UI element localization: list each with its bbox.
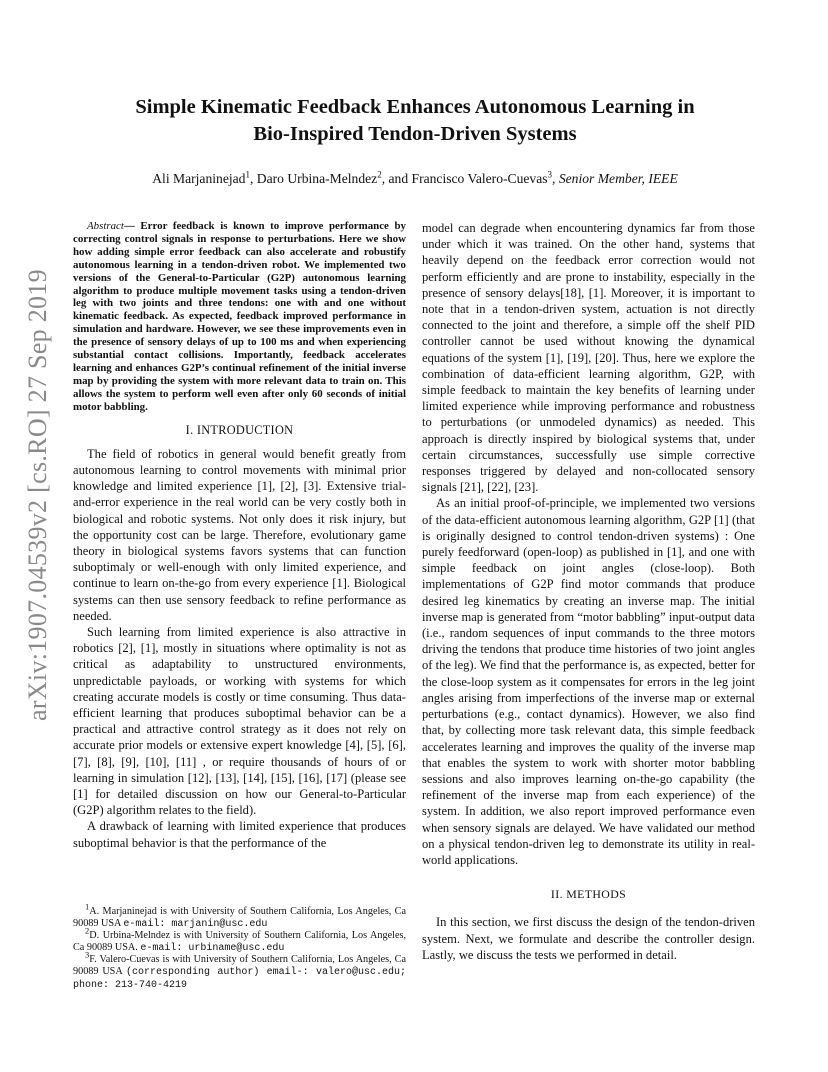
right-column (422, 220, 755, 963)
author-affil-mark: 2 (377, 169, 382, 180)
footnote-email: e-mail: urbiname@usc.edu (140, 942, 285, 954)
author-name: , Daro Urbina-Melndez (249, 171, 378, 186)
author-separator: , (552, 171, 559, 186)
paragraph: Such learning from limited experience is also attractive in robotics [2], [1], mostly in situations where optimality is not as critical as adaptability to unstructured environments, unpredictable payloads, or working with systems for which creating accurate models is costly or time consuming. Thus data-efficient learning that produces suboptimal behavior can be a practical and attractive control strategy as it does not rely on accurate prior models or extensive expert knowledge [4], [5], [6], [7], [8], [9], [10], [11] , or require thousands of hours of or learning in simulation [12], [13], [14], [15], [16], [17] (please see [1] for detailed discussion on how our General-to-Particular (G2P) algorithm relates to the field). (73, 625, 406, 818)
footnote-email: (corresponding author) email-: valero@usc.edu; phone: 213-740-4219 (73, 966, 406, 991)
paper-title (80, 94, 750, 148)
footnote-mark: 1 (85, 901, 90, 912)
footnote-text: D. Urbina-Melndez is with University of Southern California, Los Angeles, Ca 90089 USA. (73, 930, 406, 953)
abstract-label: Abstract (87, 220, 124, 232)
footnote-3 (73, 949, 406, 991)
section-heading-methods: II. METHODS (550, 887, 627, 902)
footnote-text: A. Marjaninejad is with University of Southern California, Los Angeles, Ca 90089 USA (73, 906, 406, 929)
arxiv-stamp (22, 269, 54, 721)
author-affil-mark: 3 (547, 169, 553, 180)
paragraph: In this section, we first discuss the design of the tendon-driven system. Next, we formulate and describe the controller design. Lastly, we discuss the tests we performed in detail. (422, 915, 755, 962)
title-line-2: Bio-Inspired Tendon-Driven Systems (253, 123, 577, 145)
footnote-text: F. Valero-Cuevas is with University of Southern California, Los Angeles, Ca 90089 USA (73, 954, 406, 977)
paragraph: As an initial proof-of-principle, we implemented two versions of the data-efficient autonomous learning algorithm, G2P [1] (that is originally designed to control tendon-driven systems) : One purely feedforward (open-loop) as published in [1], and one with simple feedback on joint angles (close-loop). Both implementations of G2P find motor commands that produce desired leg kinematics by creating an inverse map. The initial inverse map is generated from “motor babbling” input-output data (i.e., random sequences of input commands to the three motors driving the tendons that produce time histories of two joint angles of the leg). We find that the performance is, as expected, better for the close-loop system as it compensates for errors in the leg joint angles arising from imperfections of the inverse map or external perturbations (e.g., contact dynamics). However, we also find that, by collecting more task relevant data, this simple feedback accelerates learning and improves the quality of the inverse map that enables the system to work with shorter motor babbling sessions and also improves learning on-the-go capability (the refinement of the inverse map from each experience) of the system. In addition, we also report improved performance even when sensory signals are delayed. We have validated our method on a physical tendon-driven leg to demonstrate its utility in real-world applications. (422, 496, 755, 867)
footnotes (73, 901, 406, 991)
paragraph: A drawback of learning with limited experience that produces suboptimal behavior is that the performance of the (73, 819, 406, 850)
footnote-mark: 3 (85, 949, 90, 960)
abstract (73, 220, 406, 414)
section-heading-introduction: I. INTRODUCTION (185, 422, 294, 437)
abstract-text: — Error feedback is known to improve performance by correcting control signals in response to perturbations. Here we show how adding simple error feedback can also accelerate and robustify autonomous learning in a tendon-driven robot. We implemented two versions of the General-to-Particular (G2P) autonomous learning algorithm to produce multiple movement tasks using a tendon-driven leg with two joints and three tendons: one with and one without kinematic feedback. As expected, feedback improved performance in simulation and hardware. However, we see these improvements even in the presence of sensory delays of up to 100 ms and when experiencing substantial contact collisions. Importantly, feedback accelerates learning and enhances G2P’s continual refinement of the initial inverse map by providing the system with more relevant data to train on. This allows the system to perform well even after only 60 seconds of initial motor babbling. (73, 220, 406, 413)
paragraph: The field of robotics in general would benefit greatly from autonomous learning to control movements with minimal prior knowledge and limited experience [1], [2], [3]. Extensive trial-and-error experience in the real world can be very costly both in biological and robotic systems. Not only does it risk injury, but the opportunity cost can be large. Therefore, evolutionary game theory in biological systems favors systems that can function suboptimaly or well-enough with only limited experience, and continue to learn on-the-go from every experience [1]. Biological systems can then use sensory feedback to refine performance as needed. (73, 446, 406, 623)
footnote-2 (73, 925, 406, 954)
footnote-email: e-mail: marjanin@usc.edu (123, 918, 268, 930)
paragraph: model can degrade when encountering dynamics far from those under which it was trained. On the other hand, systems that heavily depend on the feedback error correction would not perform efficiently and are prone to instability, especially in the presence of sensory delays[18], [1]. Moreover, it is important to note that in a tendon-driven system, actuation is not directly connected to the joint and therefore, a simple off the shelf PID controller cannot be used without knowing the dynamical equations of the system [1], [19], [20]. Thus, here we explore the combination of data-efficient learning algorithm, G2P, with simple feedback to maintain the key benefits of learning under limited experience while improving performance and robustness to perturbations (or unmodeled dynamics) as needed. This approach is directly inspired by biological systems that, under certain circumstances, successfully use simple corrective responses triggered by delayed and non-collocated sensory signals [21], [22], [23]. (422, 221, 755, 495)
footnote-mark: 2 (85, 925, 90, 936)
author-membership: Senior Member, IEEE (558, 171, 678, 186)
author-affil-mark: 1 (245, 169, 250, 180)
title-line-1: Simple Kinematic Feedback Enhances Autonomous Learning in (135, 96, 695, 118)
arxiv-stamp-text: arXiv:1907.04539v2 [cs.RO] 27 Sep 2019 (23, 269, 52, 721)
left-column (73, 220, 406, 851)
author-name: Ali Marjaninejad (152, 171, 246, 186)
author-name: , and Francisco Valero-Cuevas (381, 171, 548, 186)
author-list (80, 171, 750, 187)
footnote-1 (73, 901, 406, 930)
